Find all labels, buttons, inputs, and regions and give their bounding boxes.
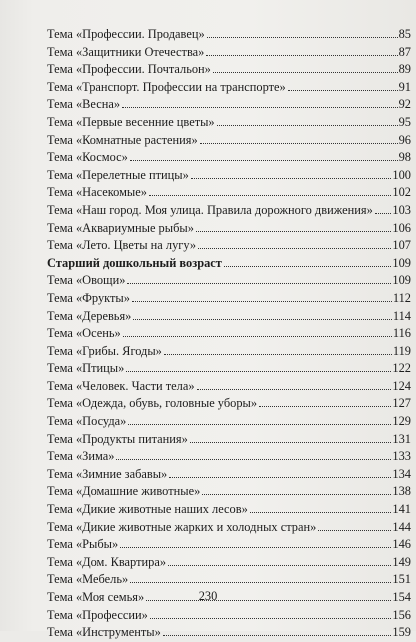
toc-entry-title: Тема «Птицы»	[47, 361, 125, 376]
toc-entry	[47, 343, 411, 361]
toc-entry-page: 95	[398, 114, 411, 129]
toc-entry	[47, 290, 411, 308]
toc-entry-page: 151	[392, 572, 411, 587]
toc-entry	[47, 132, 411, 150]
toc-entry-title: Тема «Посуда»	[47, 414, 127, 429]
toc-entry-page: 127	[392, 396, 411, 411]
toc-entry-title: Тема «Дикие животные жарких и холодных стран»	[47, 519, 317, 534]
toc-entry-title: Тема «Деревья»	[47, 308, 132, 323]
toc-entry	[47, 220, 411, 238]
toc-entry	[47, 607, 411, 625]
toc-entry-page: 149	[392, 554, 411, 569]
toc-entry-page: 89	[398, 62, 411, 77]
toc-entry-title: Тема «Комнатные растения»	[47, 132, 198, 147]
dot-leader	[207, 37, 398, 38]
toc-entry-title: Тема «Зима»	[47, 449, 115, 464]
toc-section-heading	[47, 255, 411, 273]
toc-entry	[47, 237, 411, 255]
toc-entry-title: Тема «Профессии. Почтальон»	[47, 62, 211, 77]
toc-entry-title: Старший дошкольный возраст	[47, 255, 222, 270]
toc-entry	[47, 624, 411, 642]
dot-leader	[213, 72, 398, 73]
toc-entry	[47, 114, 411, 132]
toc-entry	[47, 554, 411, 572]
toc-entry-title: Тема «Осень»	[47, 326, 121, 341]
toc-entry-page: 98	[398, 150, 411, 165]
toc-entry-title: Тема «Дом. Квартира»	[47, 554, 167, 569]
toc-entry-page: 92	[398, 97, 411, 112]
toc-entry-title: Тема «Лето. Цветы на лугу»	[47, 238, 197, 253]
toc-entry	[47, 26, 411, 44]
dot-leader	[259, 406, 391, 407]
toc-entry	[47, 61, 411, 79]
toc-entry-page: 129	[392, 414, 411, 429]
toc-entry-page: 87	[398, 44, 411, 59]
toc-entry	[47, 466, 411, 484]
dot-leader	[200, 143, 398, 144]
page-number: 230	[198, 589, 218, 603]
dot-leader	[164, 354, 392, 355]
toc-entry-page: 91	[398, 79, 411, 94]
toc-entry-page: 112	[392, 290, 411, 305]
toc-entry-title: Тема «Мебель»	[47, 572, 129, 587]
toc-entry-page: 138	[392, 484, 411, 499]
toc-entry	[47, 149, 411, 167]
toc-entry-page: 109	[392, 273, 411, 288]
toc-entry	[47, 413, 411, 431]
dot-leader	[122, 107, 398, 108]
toc-entry-page: 124	[392, 378, 411, 393]
toc-entry-title: Тема «Весна»	[47, 97, 121, 112]
toc-entry-title: Тема «Космос»	[47, 150, 128, 165]
toc-entry-page: 103	[392, 202, 411, 217]
toc-entry-title: Тема «Человек. Части тела»	[47, 378, 195, 393]
toc-entry-page: 159	[392, 625, 411, 640]
toc-entry-page: 106	[392, 220, 411, 235]
toc-entry-page: 122	[392, 361, 411, 376]
dot-leader	[288, 90, 398, 91]
toc-entry	[47, 501, 411, 519]
toc-entry-title: Тема «Домашние животные»	[47, 484, 201, 499]
toc-entry-title: Тема «Продукты питания»	[47, 431, 188, 446]
dot-leader	[168, 565, 391, 566]
toc-entry-page: 133	[392, 449, 411, 464]
dot-leader	[206, 55, 397, 56]
toc-entry-page: 96	[398, 132, 411, 147]
dot-leader	[250, 512, 392, 513]
toc-entry-page: 141	[392, 502, 411, 517]
dot-leader	[224, 266, 392, 267]
toc-entry-title: Тема «Моя семья»	[47, 590, 145, 604]
toc-entry-page: 107	[392, 238, 411, 253]
dot-leader	[196, 231, 392, 232]
toc-entry-page: 134	[392, 466, 411, 481]
toc-entry	[47, 571, 411, 589]
toc-entry-title: Тема «Рыбы»	[47, 537, 119, 552]
toc-entry	[47, 96, 411, 114]
dot-leader	[133, 319, 392, 320]
dot-leader	[120, 547, 391, 548]
toc-entry-title: Тема «Защитники Отечества»	[47, 44, 205, 59]
toc-entry-title: Тема «Транспорт. Профессии на транспорте»	[47, 79, 286, 94]
toc-entry	[47, 44, 411, 62]
toc-entry-page: 131	[392, 431, 411, 446]
dot-leader	[217, 125, 398, 126]
toc-entry-title: Тема «Аквариумные рыбы»	[47, 220, 194, 235]
dot-leader	[149, 195, 391, 196]
dot-leader	[150, 618, 392, 619]
toc-entry-page: 146	[392, 537, 411, 552]
toc-entry-title: Тема «Первые весенние цветы»	[47, 114, 215, 129]
dot-leader	[127, 283, 391, 284]
dot-leader	[375, 213, 392, 214]
dot-leader	[318, 530, 391, 531]
dot-leader	[116, 459, 391, 460]
table-of-contents	[47, 26, 411, 642]
dot-leader	[198, 248, 391, 249]
toc-entry-title: Тема «Фрукты»	[47, 290, 130, 305]
toc-entry-title: Тема «Дикие животные наших лесов»	[47, 502, 248, 517]
toc-entry	[47, 202, 411, 220]
toc-entry-page: 119	[392, 343, 411, 358]
toc-entry	[47, 519, 411, 537]
toc-entry	[47, 431, 411, 449]
toc-entry-page: 85	[398, 27, 411, 41]
toc-entry	[47, 395, 411, 413]
toc-entry-page: 102	[392, 185, 411, 200]
toc-entry	[47, 308, 411, 326]
dot-leader	[197, 389, 392, 390]
toc-entry-title: Тема «Овощи»	[47, 273, 126, 288]
dot-leader	[169, 477, 391, 478]
toc-entry-page: 144	[392, 519, 411, 534]
toc-entry-title: Тема «Инструменты»	[47, 625, 161, 640]
toc-entry	[47, 272, 411, 290]
toc-entry-title: Тема «Профессии. Продавец»	[47, 27, 205, 41]
toc-entry	[47, 483, 411, 501]
toc-entry	[47, 378, 411, 396]
dot-leader	[163, 635, 392, 636]
toc-entry-title: Тема «Насекомые»	[47, 185, 147, 200]
toc-entry-page: 156	[392, 607, 411, 622]
toc-entry	[47, 448, 411, 466]
toc-entry-title: Тема «Грибы. Ягоды»	[47, 343, 162, 358]
toc-entry-title: Тема «Одежда, обувь, головные уборы»	[47, 396, 258, 411]
toc-entry-page: 100	[392, 167, 411, 182]
dot-leader	[191, 178, 392, 179]
dot-leader	[126, 371, 391, 372]
dot-leader	[123, 336, 392, 337]
dot-leader	[132, 301, 392, 302]
toc-entry-title: Тема «Зимние забавы»	[47, 466, 168, 481]
toc-entry	[47, 79, 411, 97]
toc-entry-title: Тема «Наш город. Моя улица. Правила дорожного движения»	[47, 202, 373, 217]
toc-entry-page: 114	[392, 308, 411, 323]
toc-entry	[47, 167, 411, 185]
toc-entry	[47, 184, 411, 202]
toc-entry	[47, 360, 411, 378]
dot-leader	[128, 424, 391, 425]
dot-leader	[130, 582, 391, 583]
dot-leader	[130, 160, 398, 161]
toc-entry-title: Тема «Перелетные птицы»	[47, 167, 189, 182]
toc-entry	[47, 536, 411, 554]
toc-entry-page: 109	[392, 255, 411, 270]
dot-leader	[190, 442, 392, 443]
toc-entry-page: 154	[392, 590, 411, 604]
toc-entry-page: 116	[392, 326, 411, 341]
toc-entry-title: Тема «Профессии»	[47, 607, 148, 622]
toc-entry	[47, 325, 411, 343]
dot-leader	[202, 494, 391, 495]
